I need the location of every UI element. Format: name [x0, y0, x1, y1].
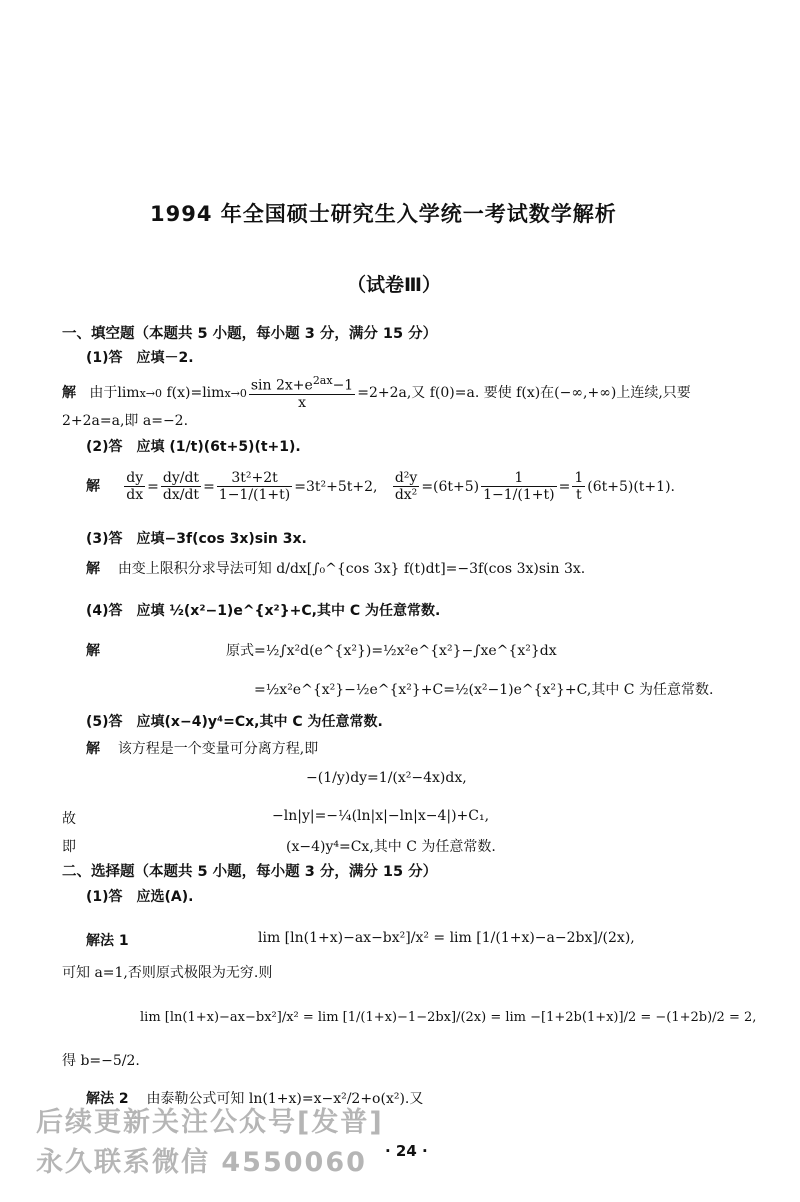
s1-q5-eq3: (x−4)y⁴=Cx,其中 C 为任意常数. [286, 839, 496, 855]
section1-heading: 一、填空题（本题共 5 小题，每小题 3 分，满分 15 分） [62, 326, 438, 342]
s2-method2-label: 解法 2 [86, 1091, 129, 1107]
s1-q5-eq1: −(1/y)dy=1/(x²−4x)dx, [306, 770, 467, 786]
s1-q5-answer: (5)答 应填(x−4)y⁴=Cx,其中 C 为任意常数. [86, 714, 383, 730]
s1-q5-label-gu: 故 [62, 811, 76, 827]
s1-q1-sol-line2: 2+2a=a,即 a=−2. [62, 413, 189, 429]
s1-q4-sol-line2: =½x²e^{x²}−½e^{x²}+C=½(x²−1)e^{x²}+C,其中 C 为任意常数. [254, 682, 714, 698]
s1-q3-sol-label: 解 [86, 561, 100, 577]
s1-q5-sol-intro: 该方程是一个变量可分离方程,即 [117, 741, 319, 757]
s1-q4-sol-line1: 原式=½∫x²d(e^{x²})=½x²e^{x²}−∫xe^{x²}dx [226, 643, 557, 659]
s1-q3-answer: (3)答 应填−3f(cos 3x)sin 3x. [86, 531, 307, 547]
s1-q2-sol-label: 解 [86, 478, 100, 495]
page-number: · 24 · [385, 1142, 428, 1160]
s2-method1-eq2: lim [ln(1+x)−ax−bx²]/x² = lim [1/(1+x)−1−2bx]/(2x) = lim −[1+2b(1+x)]/2 = −(1+2b)/2 = 2, [140, 1010, 757, 1025]
s1-q2-solution [86, 470, 675, 503]
s2-method1-label: 解法 1 [86, 933, 129, 949]
s1-q2-answer: (2)答 应填 (1/t)(6t+5)(t+1). [86, 439, 301, 455]
s2-q1-answer: (1)答 应选(A). [86, 889, 194, 905]
s1-q1-sol-label: 解 [62, 384, 76, 401]
s1-q5-eq2: −ln|y|=−¼(ln|x|−ln|x−4|)+C₁, [272, 808, 490, 824]
s1-q2-sol-render: $\frac{dy}{dx}$ = $\frac{dy/dt}{dx/dt}$ = $\frac{\text{3t²+2t}}{1-1/(1+t)}$ =3t²+5t+2, $\frac{\text{d²y}}{\text{dx²}}$ =(6t+5) $\frac{1}{1-1/(1+t)}$ = $\frac{1}{t}$ (6t+5)(t+1). [126, 470, 675, 504]
section2-heading: 二、选择题（本题共 5 小题，每小题 3 分，满分 15 分） [62, 864, 438, 880]
s2-method1-result: 得 b=−5/2. [62, 1053, 140, 1069]
s2-method1-text: 可知 a=1,否则原式极限为无穷.则 [62, 965, 273, 981]
s1-q4-answer: (4)答 应填 ½(x²−1)e^{x²}+C,其中 C 为任意常数. [86, 603, 441, 619]
page-title: 1994 年全国硕士研究生入学统一考试数学解析 [150, 202, 617, 226]
s2-method1-eq: lim [ln(1+x)−ax−bx²]/x² = lim [1/(1+x)−a−2bx]/(2x), [258, 930, 635, 946]
page-subtitle: （试卷Ⅲ） [347, 274, 441, 296]
s1-q4-sol-label: 解 [86, 643, 100, 659]
s1-q5-sol-label: 解 [86, 741, 100, 757]
s1-q1-answer: (1)答 应填－2. [86, 350, 194, 366]
s2-method2-text: 由泰勒公式可知 ln(1+x)=x−x²/2+o(x²).又 [146, 1091, 424, 1107]
s1-q3-solution [86, 558, 585, 578]
s1-q1-sol-line1-render: 由于limx→0 f(x)=limx→0 $\frac{\sin 2x+e^{2ax}-1}{x}$ =2+2a,又 f(0)=a. 要使 f(x)在(−∞,+∞)上连续,只要 [80, 374, 691, 411]
watermark-line2: 永久联系微信 4550060 [36, 1147, 367, 1178]
s1-q5-solution-intro [86, 738, 318, 758]
s1-q5-label-ji: 即 [62, 839, 76, 855]
s1-q3-sol-text: 由变上限积分求导法可知 d/dx[∫₀^{cos 3x} f(t)dt]=−3f(cos 3x)sin 3x. [117, 561, 586, 577]
watermark-line1: 后续更新关注公众号[发普] [36, 1107, 384, 1138]
s1-q1-solution [62, 375, 790, 411]
